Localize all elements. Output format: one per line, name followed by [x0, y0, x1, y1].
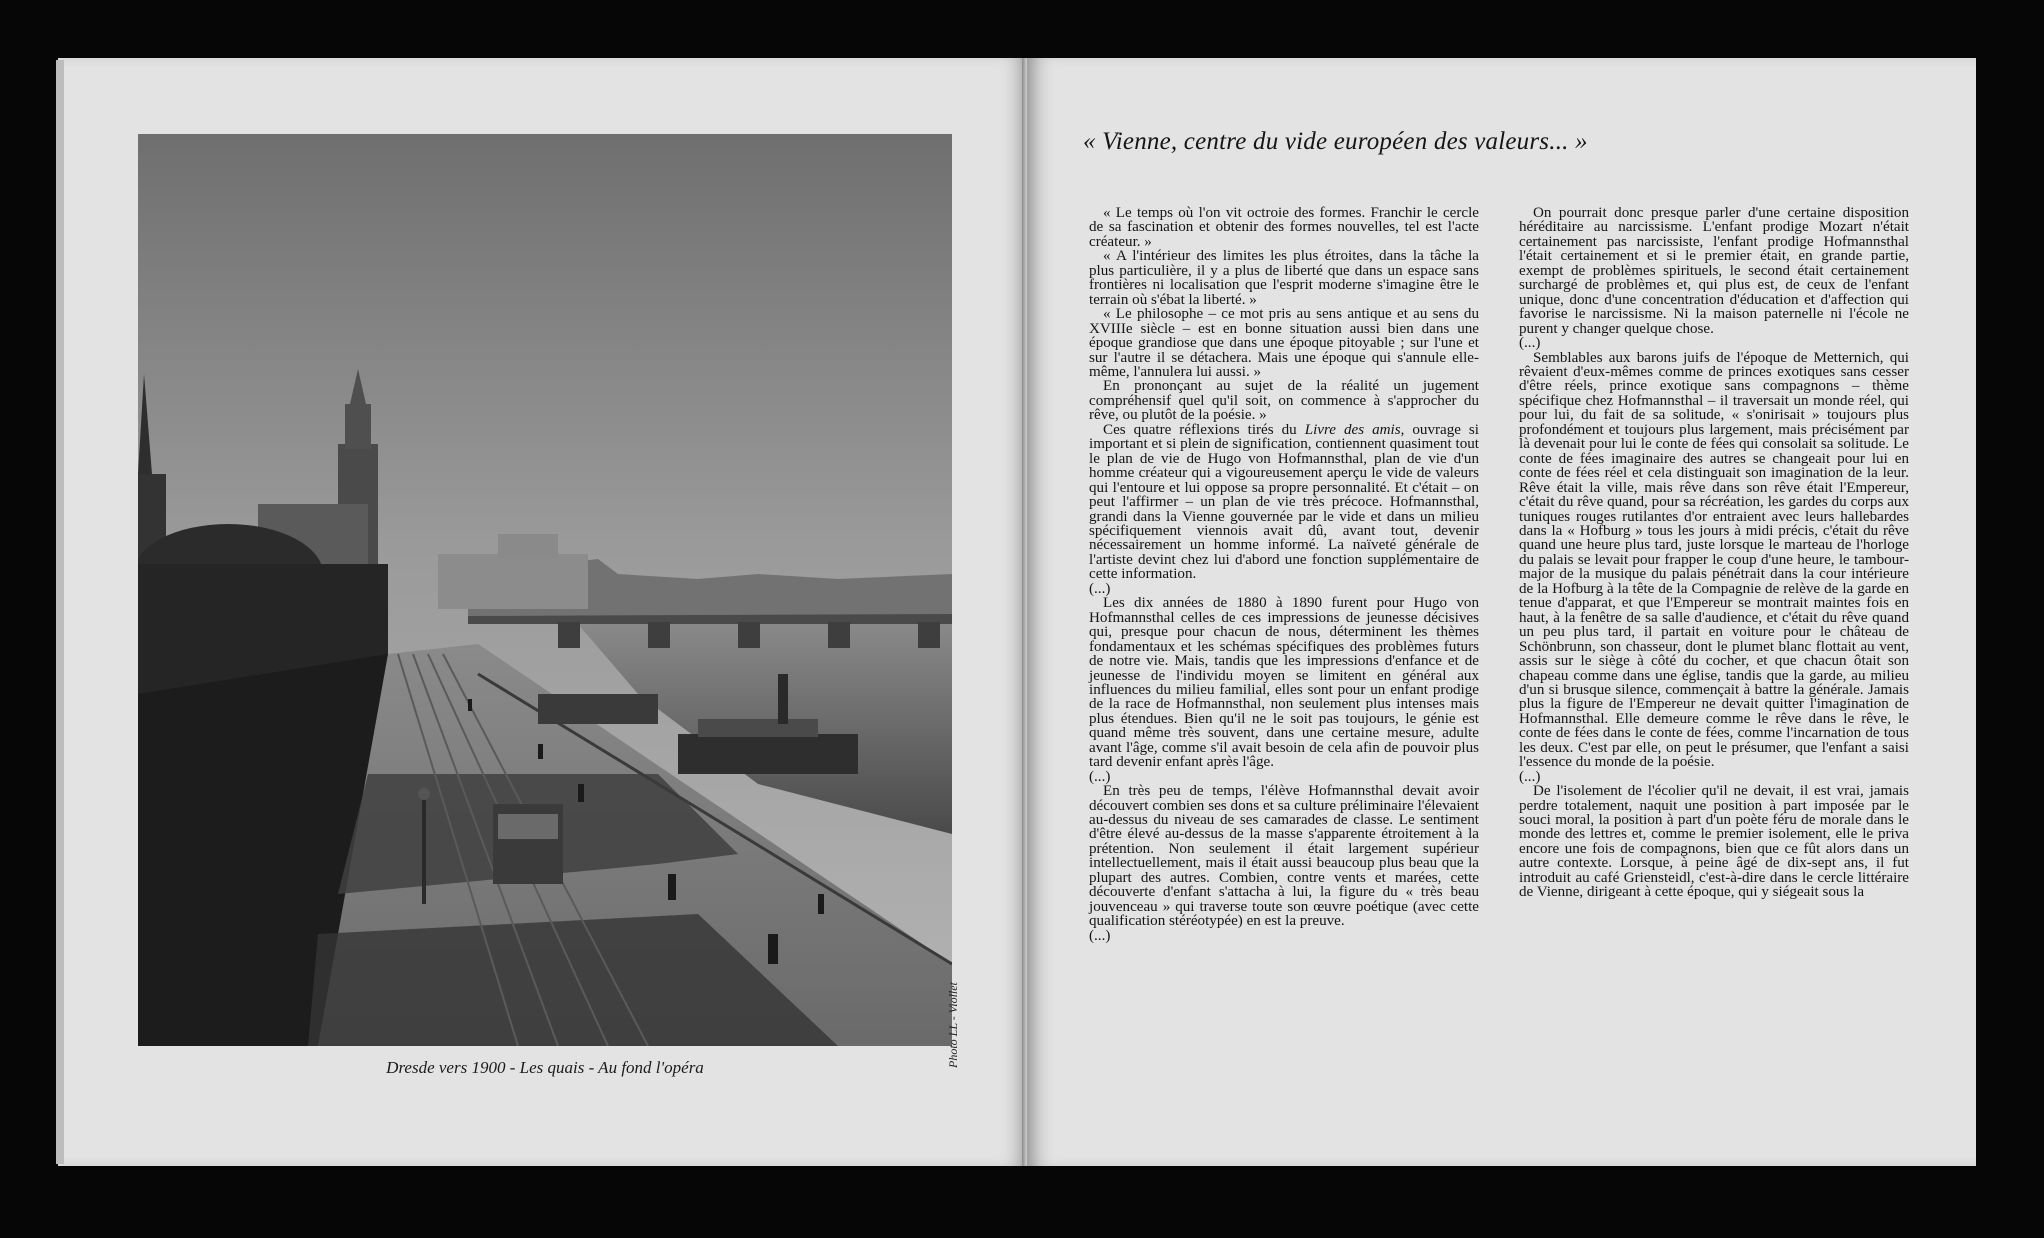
- book-title: Livre des amis: [1304, 421, 1401, 438]
- ellipsis: (...): [1089, 768, 1111, 785]
- ellipsis: (...): [1519, 768, 1541, 785]
- photo-credit: Photo LL - Viollet: [946, 982, 960, 1068]
- text-column-right: [1519, 206, 1909, 900]
- paragraph: Les dix années de 1880 à 1890 furent pour Hugo von Hofmannsthal celles de ces impressions de jeunesse décisives qui, presque pour chacun de nous, déterminent les thèmes fondamentaux et les schémas spécifiques des problèmes futurs de notre vie. Mais, tandis que les impressions d'enfance et de jeunesse de l'individu moyen se limitent en général aux influences du milieu familial, elles sont pour un enfant prodige de la race de Hofmannsthal, non seulement plus intenses mais plus étendues. Bien qu'il ne le soit pas toujours, le génie est quand même très souvent, dans une certaine mesure, adulte avant l'âge, comme s'il avait besoin de cela afin de pouvoir plus tard devenir enfant après l'âge.: [1089, 595, 1479, 771]
- ellipsis: (...): [1519, 335, 1541, 352]
- page-edge: [56, 60, 64, 1164]
- paragraph: « Le philosophe – ce mot pris au sens antique et au sens du XVIIIe siècle – est en bonne situation aussi bien dans une époque grandiose que dans une époque pitoyable ; sur l'une et sur l'autre il se détachera. Mais une époque qui s'annule elle-même, l'annulera lui aussi. »: [1089, 306, 1479, 380]
- right-page: [1027, 58, 1976, 1166]
- paragraph: En prononçant au sujet de la réalité un jugement compréhensif quel qu'il soit, on commence à s'approcher du rêve, ou plutôt de la poésie. »: [1089, 378, 1479, 424]
- paragraph: « Le temps où l'on vit octroie des formes. Franchir le cercle de sa fascination et obtenir des formes nouvelles, tel est l'acte créateur. »: [1089, 205, 1479, 250]
- dresden-quay-photograph: [138, 134, 952, 1046]
- paragraph: On pourrait donc presque parler d'une certaine disposition héréditaire au narcissisme. L'enfant prodige Mozart n'était certainement pas narcissiste, l'enfant prodige Hofmannsthal l'était certainement et si le premier était, en grande partie, exempt de problèmes spirituels, le second était certainement surchargé de problèmes et, qui plus est, de ceux de l'enfant unique, donc d'une concentration d'éducation et d'affection qui favorise le narcissisme. Ni la maison paternelle ni l'école ne purent y changer quelque chose.: [1519, 205, 1909, 337]
- photo-caption: Dresde vers 1900 - Les quais - Au fond l'opéra: [386, 1058, 704, 1077]
- paragraph: En très peu de temps, l'élève Hofmannsthal devait avoir découvert combien ses dons et sa culture préliminaire l'élevaient au-dessus du niveau de ses camarades de classe. Le sentiment d'être élevé au-dessus de la masse s'apparente étroitement à la prétention. Non seulement il était largement supérieur intellectuellement, mais il était aussi beaucoup plus beau que la plupart des autres. Combien, contre vents et marées, cette découverte d'enfant s'attacha à lui, la figure du « très beau jouvenceau » qui traverse toute son œuvre poétique (avec cette qualification stéréotypée) en est la preuve.: [1089, 783, 1479, 930]
- paragraph: [1089, 423, 1479, 582]
- left-page: [58, 58, 1028, 1166]
- paragraph-body: , ouvrage si important et si plein de signification, contiennent quasiment tout le plan de vie de Hugo von Hofmannsthal, plan de vie d'un homme créateur qui a vigoureusement aperçu le vide de valeurs qui l'entoure et lui oppose sa propre personnalité. Et c'était – on peut l'affirmer – un plan de vie très précoce. Hofmannsthal, grandi dans la Vienne gouvernée par le vide et dans un milieu spécifiquement viennois avait dû, avant tout, devenir nécessairement un homme informé. La naïveté générale de l'artiste devint chez lui d'abord une fonction supplémentaire de cette information.: [1089, 421, 1480, 583]
- text-column-left: [1089, 206, 1479, 943]
- ellipsis: (...): [1089, 927, 1111, 944]
- paragraph: Semblables aux barons juifs de l'époque de Metternich, qui rêvaient d'eux-mêmes comme de princes exotiques sans cesser d'être réels, prince exotique sans compagnons – thème spécifique chez Hofmannsthal – il traversait un monde réel, qui pour lui, du fait de sa solitude, « s'onirisait » toujours plus profondément et toujours plus largement, mais précisément par là devenait pour lui le conte de fées qui consolait sa solitude. Le conte de fées imaginaire des autres se changeait pour lui en conte de fées réel et cela distinguait son imagination de la leur. Rêve était la ville, mais rêve dans son rêve était l'Empereur, c'était du rêve quand, pour sa récréation, les gardes du corps aux tuniques rouges rutilantes d'or entraient avec leurs hallebardes dans la « Hofburg » tous les jours à midi précis, c'était du rêve quand une heure plus tard, juste lorsque le marteau de l'horloge du palais se levait pour frapper le coup d'une heure, le tambour-major de la musique du palais pénétrait dans la cour intérieure de la Hofburg à la tête de la Compagnie de relève de la garde en tenue d'apparat, et que l'Empereur se montrait maintes fois en haut, à la fenêtre de sa salle d'audience, et c'était du rêve quand un peu plus tard, il partait en voiture pour le château de Schönbrunn, son chasseur, dont le plumet blanc flottait au vent, assis sur le siège à côté du cocher, et que chacun ôtait son chapeau comme dans une église, tandis que la garde, au milieu d'un si brusque silence, commençait à battre la générale. Jamais plus la figure de l'Empereur ne devait quitter l'imagination de Hofmannsthal. Elle demeure comme le rêve dans le rêve, le conte de fées dans le conte de fées, comme l'incarnation de tous les deux. C'est par elle, on peut le présumer, que l'enfant a saisi l'essence du monde de la poésie.: [1519, 349, 1909, 771]
- paragraph-lead: Ces quatre réflexions tirés du: [1103, 421, 1305, 438]
- paragraph: « A l'intérieur des limites les plus étroites, dans la tâche la plus particulière, il y a plus de liberté que dans un espace sans frontières ni localisation que l'esprit moderne s'imagine être le terrain où s'ébat la liberté. »: [1089, 248, 1479, 308]
- section-title: « Vienne, centre du vide européen des valeurs... »: [1083, 128, 1588, 155]
- ellipsis: (...): [1089, 580, 1111, 597]
- paragraph: De l'isolement de l'écolier qu'il ne devait, il est vrai, jamais perdre totalement, naquit une position à part imposée par le souci moral, la position à part d'un poète féru de morale dans le monde des lettres et, comme le premier isolement, elle le priva encore une fois de compagnons, bien que ce fût alors dans un autre contexte. Lorsque, à peine âgé de dix-sept ans, il fut introduit au café Griensteidl, c'est-à-dire dans le cercle littéraire de Vienne, dirigeant à cette époque, qui y siégeait sous la: [1519, 783, 1909, 901]
